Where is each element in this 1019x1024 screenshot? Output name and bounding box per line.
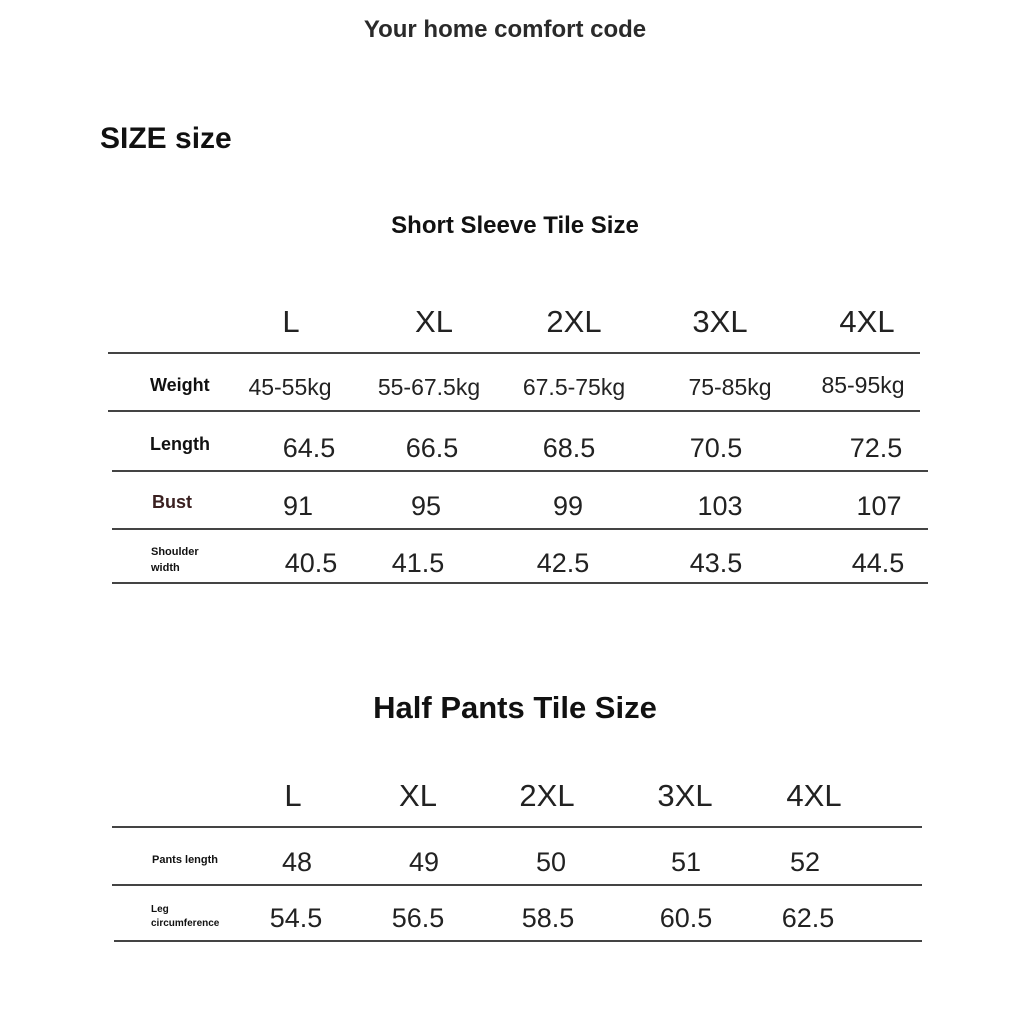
shirt-cell: 70.5 (689, 433, 743, 463)
pants-row-label-length: Pants length (152, 854, 219, 866)
section-title: SIZE size (100, 122, 232, 155)
pants-header-2xl: 2XL (519, 778, 575, 813)
shirt-row-label-bust: Bust (152, 492, 192, 512)
shirt-cell: 40.5 (284, 548, 338, 578)
shirt-cell: 72.5 (849, 433, 903, 463)
shirt-header-4xl: 4XL (839, 304, 895, 339)
shirt-row-label-shoulder-line1: Shoulder (151, 546, 199, 558)
shirt-cell: 66.5 (405, 433, 459, 463)
shirt-cell: 107 (856, 491, 902, 521)
pants-row-label-leg-line1: Leg (151, 904, 169, 915)
shirt-rule-4 (112, 582, 928, 584)
pants-cell: 58.5 (521, 903, 575, 933)
shirt-rule-2 (112, 470, 928, 472)
shirt-cell: 99 (552, 491, 584, 521)
pants-header-4xl: 4XL (786, 778, 842, 813)
pants-rule-0 (112, 826, 922, 828)
shirt-header-xl: XL (415, 304, 453, 339)
shirt-header-3xl: 3XL (692, 304, 748, 339)
shirt-cell: 41.5 (391, 548, 445, 578)
shirt-cell: 55-67.5kg (377, 374, 481, 400)
shirt-cell: 44.5 (851, 548, 905, 578)
shirt-cell: 64.5 (282, 433, 336, 463)
shirt-cell: 68.5 (542, 433, 596, 463)
shirt-cell: 75-85kg (688, 374, 772, 400)
pants-header-3xl: 3XL (657, 778, 713, 813)
shirt-row-label-weight: Weight (150, 375, 210, 395)
pants-cell: 49 (408, 847, 440, 877)
shirt-header-2xl: 2XL (546, 304, 602, 339)
pants-cell: 50 (535, 847, 567, 877)
pants-header-xl: XL (399, 778, 437, 813)
shirt-cell: 67.5-75kg (522, 374, 626, 400)
shirt-rule-0 (108, 352, 920, 354)
tagline: Your home comfort code (363, 16, 647, 43)
pants-cell: 48 (281, 847, 313, 877)
shirt-row-label-length: Length (150, 434, 210, 454)
shirt-table-title: Short Sleeve Tile Size (391, 212, 639, 239)
shirt-row-label-shoulder-line2: width (151, 562, 180, 574)
pants-cell: 62.5 (781, 903, 835, 933)
pants-row-label-leg (151, 903, 219, 931)
pants-cell: 52 (789, 847, 821, 877)
shirt-cell: 91 (282, 491, 314, 521)
pants-row-label-leg-line2: circumference (151, 918, 220, 929)
pants-rule-2 (114, 940, 922, 942)
shirt-rule-3 (112, 528, 928, 530)
pants-rule-1 (112, 884, 922, 886)
shirt-cell: 42.5 (536, 548, 590, 578)
pants-header-l: L (284, 778, 302, 813)
shirt-cell: 45-55kg (248, 374, 332, 400)
pants-table-title: Half Pants Tile Size (373, 690, 657, 725)
shirt-row-label-shoulder (151, 544, 199, 576)
shirt-cell: 103 (697, 491, 743, 521)
pants-cell: 51 (670, 847, 702, 877)
shirt-cell: 85-95kg (821, 372, 905, 398)
pants-cell: 60.5 (659, 903, 713, 933)
shirt-header-l: L (282, 304, 300, 339)
shirt-cell: 43.5 (689, 548, 743, 578)
pants-cell: 56.5 (391, 903, 445, 933)
pants-cell: 54.5 (269, 903, 323, 933)
shirt-rule-1 (108, 410, 920, 412)
shirt-cell: 95 (410, 491, 442, 521)
